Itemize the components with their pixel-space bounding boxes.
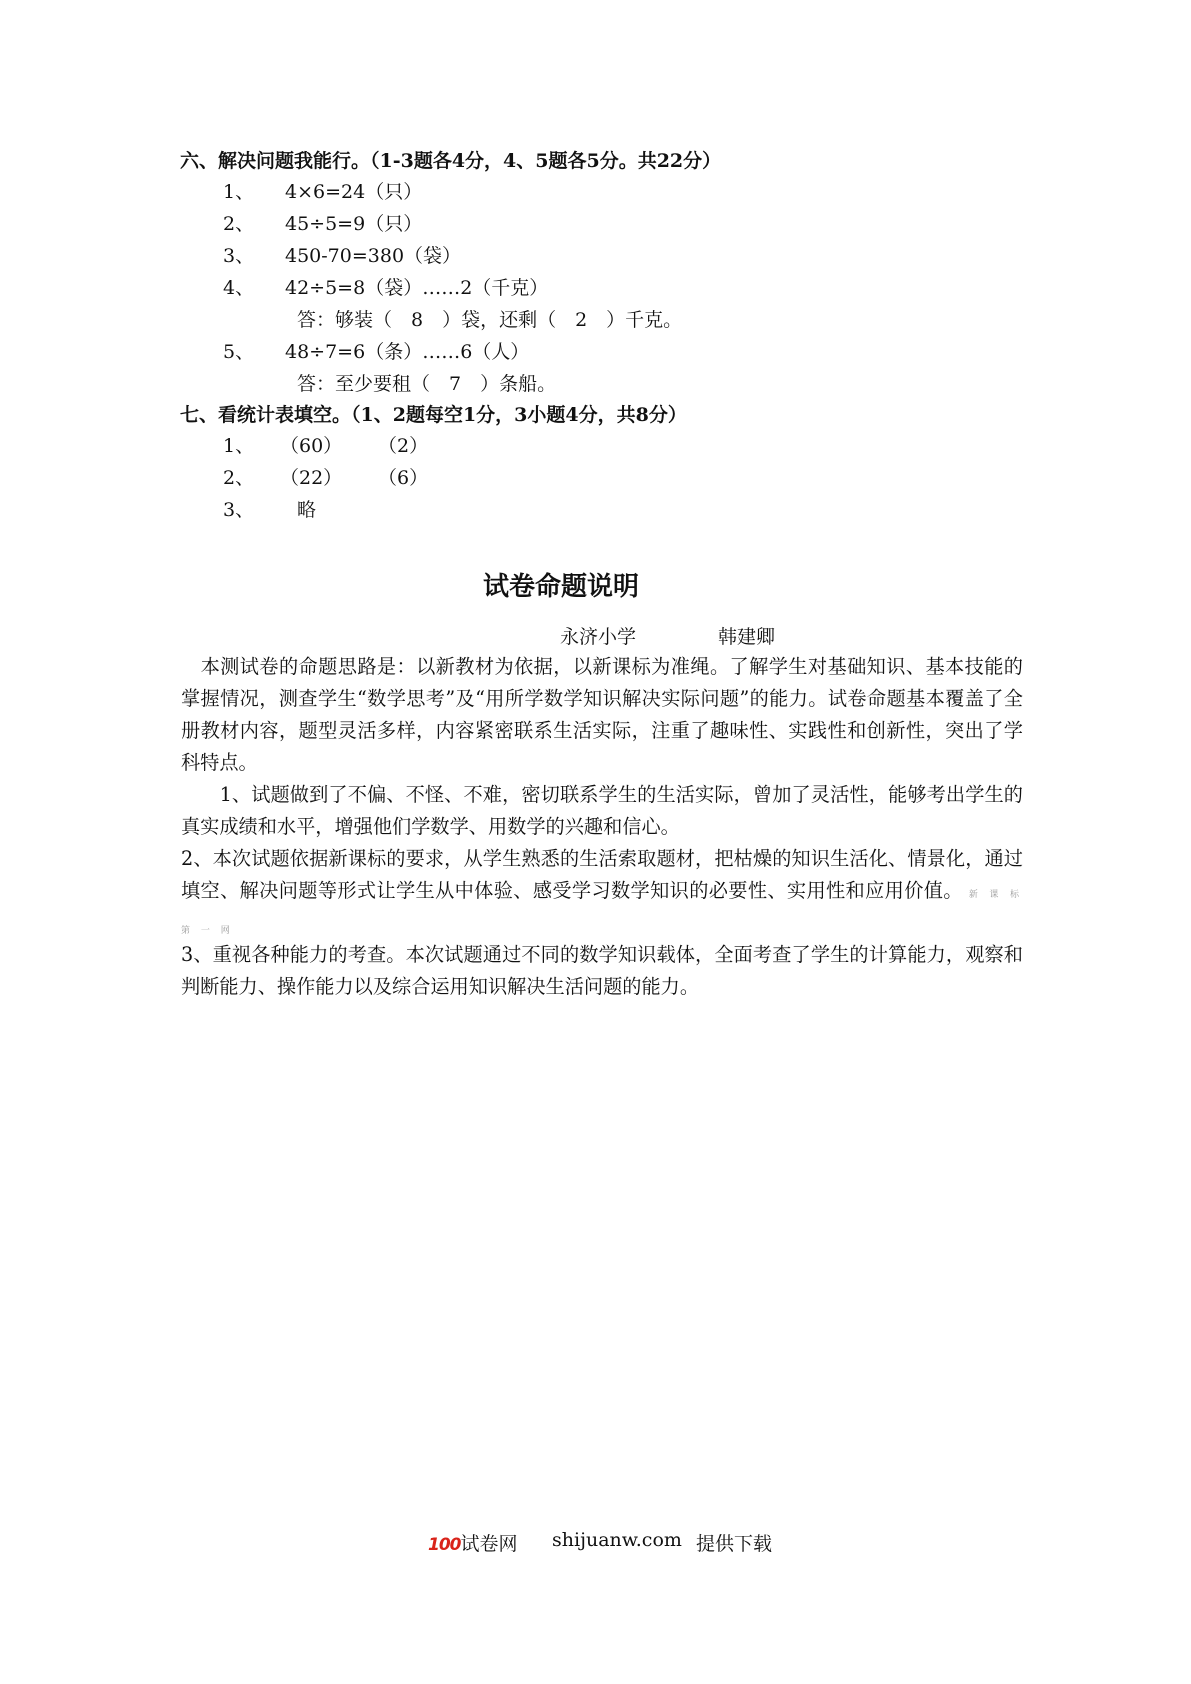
item-number: 4、 [223, 277, 255, 299]
footer-logo [428, 1529, 518, 1556]
item-number: 3、 [223, 499, 255, 521]
item-number: 3、 [223, 245, 255, 267]
logo-100-icon: 100 [428, 1535, 461, 1555]
s6-answer-5: 答：至少要租（ 7 ）条船。 [297, 373, 557, 395]
item-answer-b: （6） [378, 467, 429, 489]
item-number: 2、 [223, 213, 255, 235]
item-number: 5、 [223, 341, 255, 363]
school-name: 永济小学 [560, 626, 637, 648]
item-text: 45÷5=9（只） [285, 213, 423, 235]
author-name: 韩建卿 [718, 626, 776, 648]
item-answer-a: （22） [280, 467, 343, 489]
s6-answer-4: 答：够装（ 8 ）袋，还剩（ 2 ）千克。 [297, 309, 683, 331]
footer-note: 提供下载 [696, 1533, 773, 1555]
section-6-heading: 六、解决问题我能行。（1-3题各4分，4、5题各5分。共22分） [180, 150, 722, 172]
watermark-text: 新 课 标 第 一 网 [181, 890, 1023, 936]
footer-logo-text: 试卷网 [460, 1533, 518, 1555]
item-answer-a: 略 [297, 499, 317, 521]
item-text: 48÷7=6（条）……6（人） [285, 341, 530, 363]
item-answer-b: （2） [378, 435, 429, 457]
footer-site: shijuanw.com [552, 1529, 682, 1551]
item-text: 450-70=380（袋） [285, 245, 462, 267]
explanation-paragraph-2: 1、试题做到了不偏、不怪、不难，密切联系学生的生活实际，曾加了灵活性，能够考出学生的真实成绩和水平，增强他们学数学、用数学的兴趣和信心。 [181, 783, 1023, 838]
item-text: 4×6=24（只） [285, 181, 423, 203]
explanation-paragraph-4: 3、重视各种能力的考查。本次试题通过不同的数学知识载体，全面考查了学生的计算能力，观察和判断能力、操作能力以及综合运用知识解决生活问题的能力。 [181, 943, 1023, 998]
item-text: 42÷5=8（袋）……2（千克） [285, 277, 549, 299]
item-number: 1、 [223, 435, 255, 457]
explanation-paragraph-3 [181, 843, 1023, 947]
item-number: 1、 [223, 181, 255, 203]
paragraph-3-text: 2、本次试题依据新课标的要求，从学生熟悉的生活索取题材，把枯燥的知识生活化、情景化，通过填空、解决问题等形式让学生从中体验、感受学习数学知识的必要性、实用性和应用价值。 [181, 847, 1023, 902]
item-number: 2、 [223, 467, 255, 489]
section-7-heading: 七、看统计表填空。（1、2题每空1分，3小题4分，共8分） [180, 404, 687, 426]
explanation-paragraph-1: 本测试卷的命题思路是：以新教材为依据，以新课标为准绳。了解学生对基础知识、基本技能的掌握情况，测查学生“数学思考”及“用所学数学知识解决实际问题”的能力。试卷命题基本覆盖了全册教材内容，题型灵活多样，内容紧密联系生活实际，注重了趣味性、实践性和创新性，突出了学科特点。 [181, 655, 1023, 774]
explanation-title: 试卷命题说明 [482, 572, 639, 602]
item-answer-a: （60） [280, 435, 343, 457]
